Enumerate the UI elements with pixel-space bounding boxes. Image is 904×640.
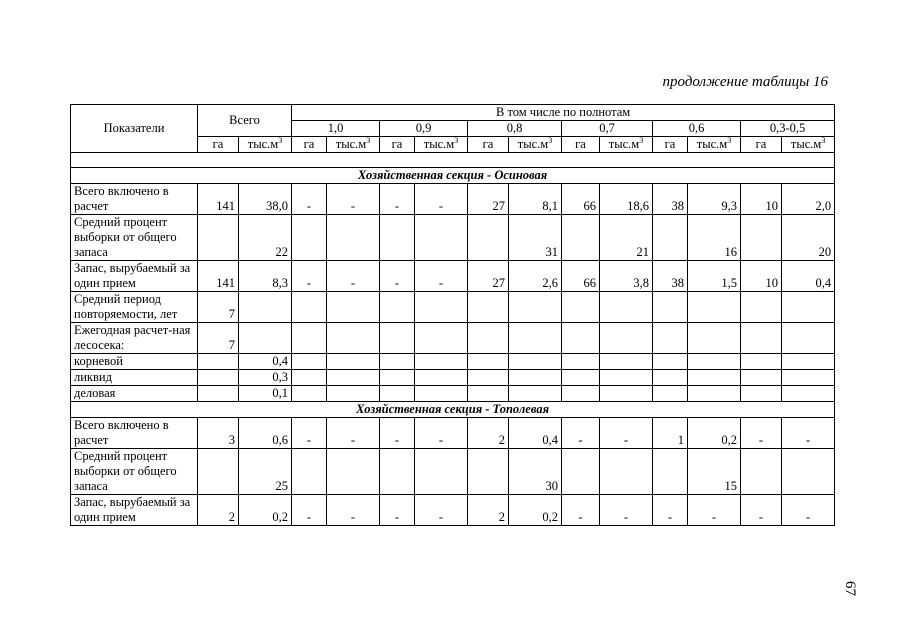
table-cell [509, 292, 562, 323]
table-cell: - [327, 261, 380, 292]
table-cell: - [782, 418, 835, 449]
table-cell: 141 [198, 261, 239, 292]
table-row [71, 215, 835, 261]
table-cell: - [782, 495, 835, 526]
table-cell: 0,1 [239, 386, 292, 402]
table-cell [562, 370, 600, 386]
density-label: 0,9 [380, 121, 468, 137]
table-cell: - [562, 418, 600, 449]
table-cell: 1 [653, 418, 688, 449]
table-cell: 22 [239, 215, 292, 261]
table-cell: 0,2 [688, 418, 741, 449]
table-cell [292, 386, 327, 402]
table-cell: 2 [468, 418, 509, 449]
table-cell [380, 323, 415, 354]
density-label: 0,3-0,5 [741, 121, 835, 137]
table-cell [380, 292, 415, 323]
table-cell [468, 386, 509, 402]
table-cell: 7 [198, 292, 239, 323]
row-label: Всего включено в расчет [71, 418, 198, 449]
table-cell [292, 449, 327, 495]
table-body [71, 168, 835, 526]
table-cell [562, 449, 600, 495]
table-cell [292, 370, 327, 386]
unit-ha-label: га [468, 137, 509, 153]
table-row [71, 495, 835, 526]
section-title: Хозяйственная секция - Тополевая [71, 402, 835, 418]
table-cell [741, 449, 782, 495]
table-row [71, 418, 835, 449]
section-header-row [71, 402, 835, 418]
unit-volume-label: $тыс.м^3$ [600, 137, 653, 153]
spacer-row [71, 153, 835, 168]
table-cell [600, 323, 653, 354]
table-cell [509, 323, 562, 354]
table-cell: 66 [562, 261, 600, 292]
table-cell [380, 386, 415, 402]
table-cell: 0,4 [509, 418, 562, 449]
table-cell [600, 386, 653, 402]
row-label: Средний процент выборки от общего запаса [71, 215, 198, 261]
table-cell: - [380, 261, 415, 292]
section-title: Хозяйственная секция - Осиновая [71, 168, 835, 184]
table-cell [239, 323, 292, 354]
table-cell: - [415, 184, 468, 215]
table-cell [653, 386, 688, 402]
unit-volume-label: $тыс.м^3$ [239, 137, 292, 153]
row-label: Средний процент выборки от общего запаса [71, 449, 198, 495]
table-cell [653, 449, 688, 495]
table-cell: 7 [198, 323, 239, 354]
table-cell [198, 215, 239, 261]
section-header-row [71, 168, 835, 184]
table-cell [600, 449, 653, 495]
table-cell: 27 [468, 184, 509, 215]
table-cell [327, 354, 380, 370]
table-cell: - [292, 418, 327, 449]
table-cell: 10 [741, 184, 782, 215]
table-cell [415, 449, 468, 495]
unit-ha-label: га [741, 137, 782, 153]
page-number: 67 [842, 581, 858, 596]
table-cell [562, 354, 600, 370]
table-cell [292, 323, 327, 354]
table-cell [292, 354, 327, 370]
harvest-table [70, 104, 835, 526]
row-label: Запас, вырубаемый за один прием [71, 261, 198, 292]
table-cell [741, 386, 782, 402]
row-label: Средний период повторяемости, лет [71, 292, 198, 323]
table-row [71, 449, 835, 495]
unit-ha-label: га [562, 137, 600, 153]
table-row [71, 292, 835, 323]
table-cell [782, 354, 835, 370]
density-label: 0,8 [468, 121, 562, 137]
table-cell: - [380, 418, 415, 449]
row-label: ликвид [71, 370, 198, 386]
table-cell [468, 215, 509, 261]
table-cell: - [292, 495, 327, 526]
table-cell: 2,0 [782, 184, 835, 215]
table-cell [468, 323, 509, 354]
table-caption: продолжение таблицы 16 [662, 74, 828, 90]
table-cell: 16 [688, 215, 741, 261]
table-cell [688, 292, 741, 323]
table-cell: - [415, 495, 468, 526]
table-cell: 0,2 [239, 495, 292, 526]
table-cell [653, 370, 688, 386]
table-cell: - [741, 418, 782, 449]
table-row [71, 386, 835, 402]
table-cell: 25 [239, 449, 292, 495]
unit-volume-label: $тыс.м^3$ [327, 137, 380, 153]
table-cell [562, 386, 600, 402]
table-cell [415, 370, 468, 386]
table-cell [688, 354, 741, 370]
table-cell [688, 386, 741, 402]
table-row [71, 261, 835, 292]
table-cell: 18,6 [600, 184, 653, 215]
table-cell: - [327, 184, 380, 215]
table-cell [415, 354, 468, 370]
table-cell [380, 370, 415, 386]
table-cell [741, 323, 782, 354]
table-cell [741, 370, 782, 386]
table-cell [198, 449, 239, 495]
table-cell [380, 449, 415, 495]
table-cell [327, 449, 380, 495]
unit-ha-label: га [198, 137, 239, 153]
table-cell [653, 292, 688, 323]
table-cell: 31 [509, 215, 562, 261]
table-cell [688, 323, 741, 354]
unit-ha-label: га [292, 137, 327, 153]
table-cell [198, 386, 239, 402]
table-cell: 0,6 [239, 418, 292, 449]
unit-volume-label: $тыс.м^3$ [782, 137, 835, 153]
table-cell: 30 [509, 449, 562, 495]
unit-volume-label: $тыс.м^3$ [509, 137, 562, 153]
table-cell: 21 [600, 215, 653, 261]
table-cell [782, 292, 835, 323]
table-cell: 38,0 [239, 184, 292, 215]
table-cell [653, 354, 688, 370]
table-cell: - [327, 418, 380, 449]
table-cell [509, 354, 562, 370]
header-indicators: Показатели [71, 105, 198, 153]
table-cell [562, 323, 600, 354]
table-cell: 141 [198, 184, 239, 215]
table-cell [782, 370, 835, 386]
table-row [71, 184, 835, 215]
table-cell [741, 292, 782, 323]
table-cell [468, 292, 509, 323]
table-cell [327, 370, 380, 386]
table-cell: 0,2 [509, 495, 562, 526]
table-cell: 2 [198, 495, 239, 526]
table-cell: 9,3 [688, 184, 741, 215]
table-cell [292, 292, 327, 323]
table-cell [327, 292, 380, 323]
table-cell: - [380, 184, 415, 215]
header-by-density: В том числе по полнотам [292, 105, 835, 121]
table-cell: - [415, 418, 468, 449]
unit-volume-label: $тыс.м^3$ [688, 137, 741, 153]
table-row [71, 354, 835, 370]
table-cell: 8,3 [239, 261, 292, 292]
table-cell [468, 449, 509, 495]
table-cell [509, 370, 562, 386]
table-cell: - [292, 184, 327, 215]
table-cell: 10 [741, 261, 782, 292]
table-cell [600, 354, 653, 370]
table-cell [653, 323, 688, 354]
table-cell: 2,6 [509, 261, 562, 292]
unit-ha-label: га [653, 137, 688, 153]
table-cell: 38 [653, 261, 688, 292]
header-total: Всего [198, 105, 292, 137]
table-cell: 15 [688, 449, 741, 495]
table-cell [415, 386, 468, 402]
table-cell [415, 323, 468, 354]
density-label: 1,0 [292, 121, 380, 137]
table-cell: 27 [468, 261, 509, 292]
table-cell: - [741, 495, 782, 526]
table-cell: 0,4 [239, 354, 292, 370]
table-cell [509, 386, 562, 402]
table-cell: 0,4 [782, 261, 835, 292]
table-cell [600, 292, 653, 323]
table-cell [782, 449, 835, 495]
table-cell: 0,3 [239, 370, 292, 386]
table-cell: 3 [198, 418, 239, 449]
table-cell: 2 [468, 495, 509, 526]
table-cell: - [600, 418, 653, 449]
table-cell [688, 370, 741, 386]
table-cell [327, 323, 380, 354]
table-cell: - [653, 495, 688, 526]
table-cell: - [600, 495, 653, 526]
table-cell: 1,5 [688, 261, 741, 292]
table-cell [292, 215, 327, 261]
table-cell: - [562, 495, 600, 526]
table-cell [198, 370, 239, 386]
table-cell [600, 370, 653, 386]
table-cell [782, 323, 835, 354]
unit-ha-label: га [380, 137, 415, 153]
table-cell [327, 215, 380, 261]
table-cell: - [415, 261, 468, 292]
table-cell [741, 215, 782, 261]
table-cell: - [292, 261, 327, 292]
table-cell [562, 292, 600, 323]
unit-volume-label: $тыс.м^3$ [415, 137, 468, 153]
table-cell: 20 [782, 215, 835, 261]
table-cell: 8,1 [509, 184, 562, 215]
table-cell [415, 215, 468, 261]
table-cell: 38 [653, 184, 688, 215]
density-label: 0,7 [562, 121, 653, 137]
row-label: корневой [71, 354, 198, 370]
row-label: Запас, вырубаемый за один прием [71, 495, 198, 526]
row-label: Всего включено в расчет [71, 184, 198, 215]
table-cell: 3,8 [600, 261, 653, 292]
table-cell [380, 215, 415, 261]
table-cell [653, 215, 688, 261]
table-cell [741, 354, 782, 370]
table-cell [782, 386, 835, 402]
row-label: Ежегодная расчет-ная лесосека: [71, 323, 198, 354]
table-cell [380, 354, 415, 370]
table-cell [239, 292, 292, 323]
table-cell: 66 [562, 184, 600, 215]
table-cell: - [380, 495, 415, 526]
table-cell [468, 354, 509, 370]
row-label: деловая [71, 386, 198, 402]
density-label: 0,6 [653, 121, 741, 137]
table-cell: - [327, 495, 380, 526]
table-cell [468, 370, 509, 386]
table-cell [198, 354, 239, 370]
table-cell [415, 292, 468, 323]
table-cell: - [688, 495, 741, 526]
table-cell [327, 386, 380, 402]
table-cell [562, 215, 600, 261]
table-row [71, 323, 835, 354]
table-row [71, 370, 835, 386]
